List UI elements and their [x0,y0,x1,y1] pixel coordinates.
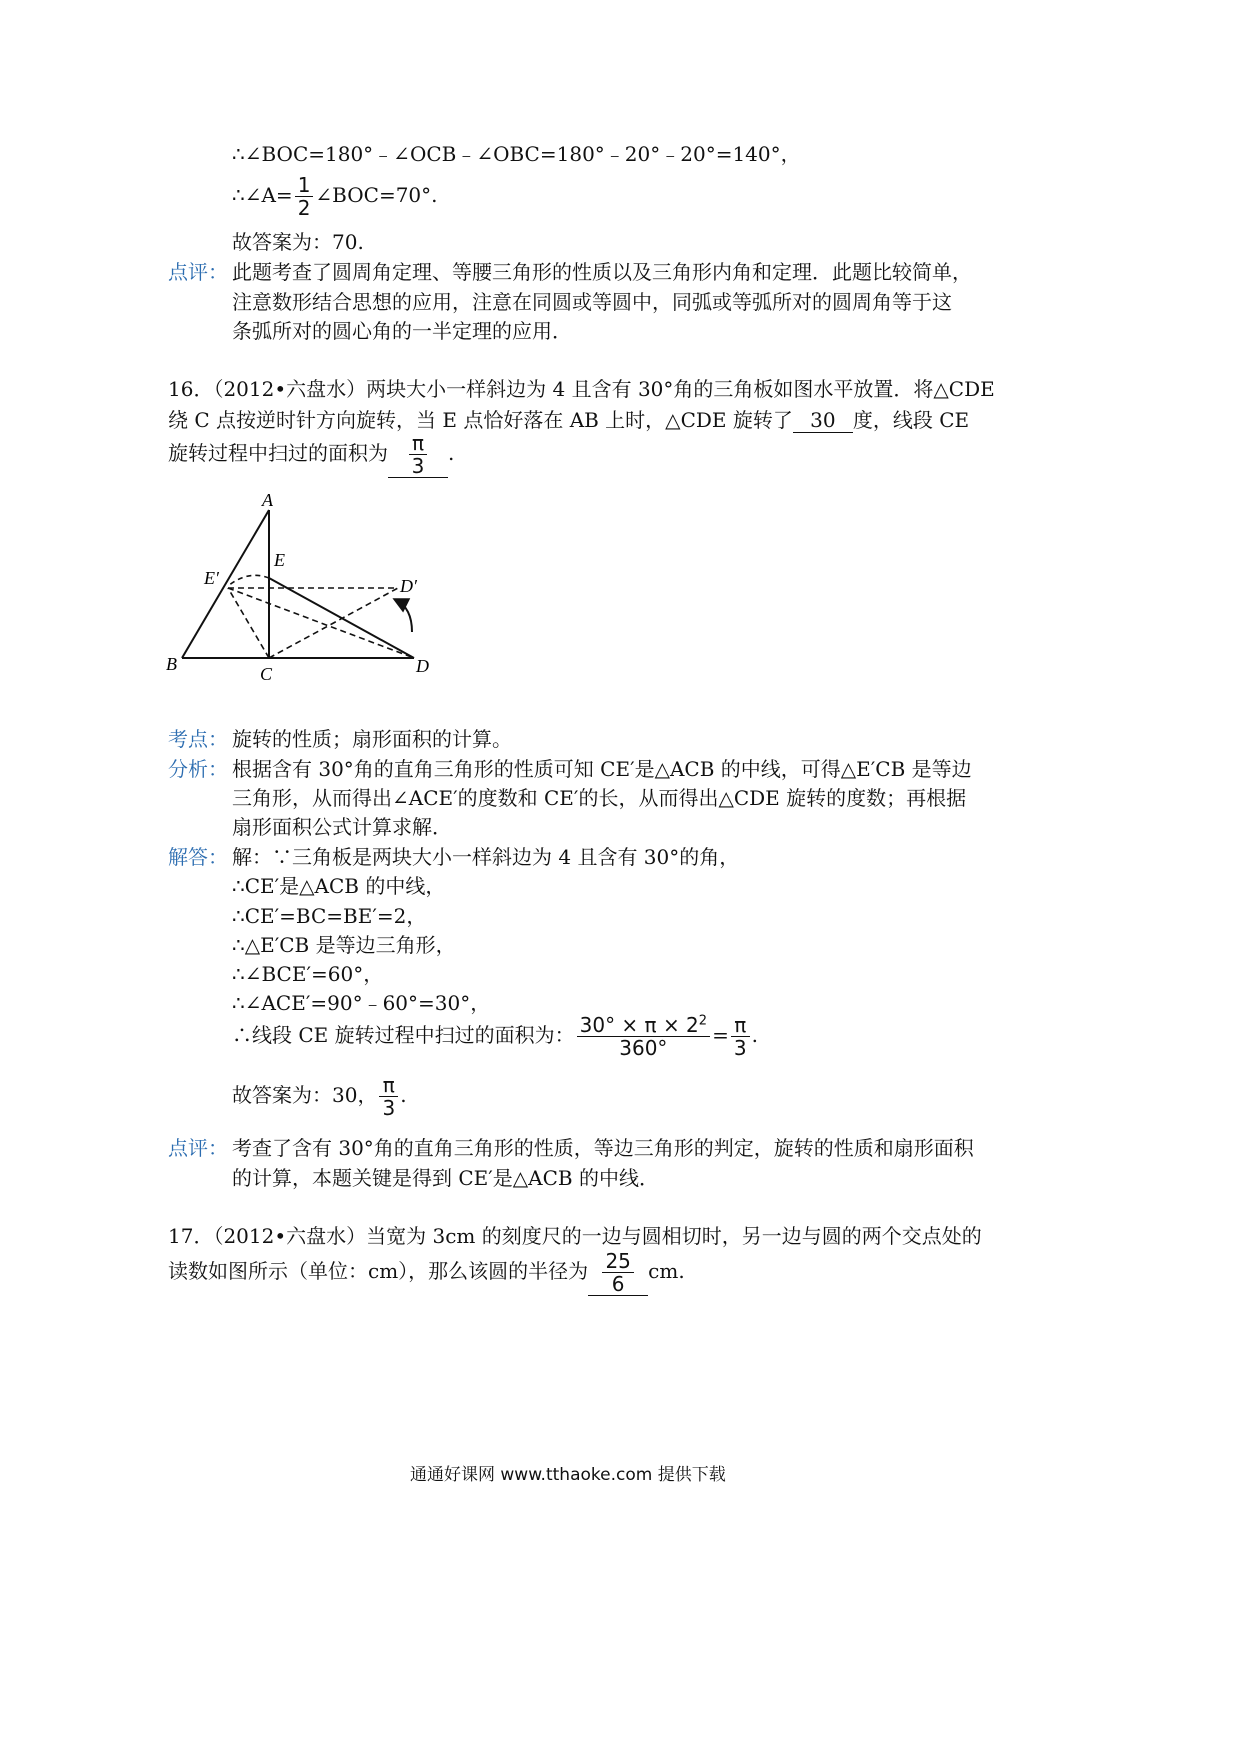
area-numerator-text: 30° × π × 2 [579,1013,699,1037]
fraction-area-formula [577,1014,710,1059]
fraction-one-half [295,174,314,219]
angle-a-suffix: ∠BOC=70°. [315,183,438,207]
label-d: D [416,656,429,676]
q16-kaodian-text: 旋转的性质；扇形面积的计算。 [232,727,512,751]
q16-jieda-line: 解：∵三角板是两块大小一样斜边为 4 且含有 30°的角， [232,845,740,869]
arc-e-to-e1 [228,575,269,586]
q16-jieda-line: ∴∠BCE′=60°， [232,962,384,986]
q16-stem-line: 16．（2012•六盘水）两块大小一样斜边为 4 且含有 30°角的三角板如图水平放置．将△CDE [168,377,995,401]
q16-jieda-line: ∴∠ACE′=90°﹣60°=30°， [232,991,491,1015]
fraction-numerator [577,1014,710,1037]
fraction-numerator: 1 [295,174,314,197]
q16-fenxi-line: 根据含有 30°角的直角三角形的性质可知 CE′是△ACB 的中线，可得△E′CB 是等边 [232,757,972,781]
q16-jieda-line: ∴△E′CB 是等边三角形， [232,933,456,957]
solution-line-angle-boc: ∴∠BOC=180°﹣∠OCB﹣∠OBC=180°﹣20°﹣20°=140°， [232,142,801,166]
q16-comment-line: 的计算，本题关键是得到 CE′是△ACB 的中线． [232,1166,659,1190]
fraction-denominator: 6 [611,1272,625,1296]
fraction-denominator: 3 [382,1096,396,1120]
q16-area-formula [232,1014,758,1059]
area-end: . [751,1023,758,1047]
area-equals: = [712,1023,729,1047]
segment-cd1 [269,588,398,658]
q17-stem-line [168,1250,685,1296]
label-a: A [262,490,273,510]
fraction-numerator: π [379,1074,398,1097]
fraction-denominator: 3 [411,454,425,478]
q16-jieda-line: ∴CE′是△ACB 的中线， [232,874,446,898]
segment-ce1 [228,588,269,658]
area-exponent: 2 [698,1013,708,1029]
label-c: C [260,664,273,684]
fraction-pi-over-3 [409,432,428,477]
label-d-prime: D′ [400,576,417,596]
label-e: E [274,550,285,570]
q16-fenxi-line: 扇形面积公式计算求解． [232,815,452,839]
prev-comment-line: 条弧所对的圆心角的一半定理的应用． [232,319,572,343]
angle-a-prefix: ∴∠A= [232,183,293,207]
q17-answer-blank-radius [588,1250,648,1296]
q16-comment-line: 考查了含有 30°角的直角三角形的性质，等边三角形的判定，旋转的性质和扇形面积 [232,1136,974,1160]
page-footer: 通通好课网 www.tthaoke.com 提供下载 [410,1465,726,1485]
q16-fenxi-label: 分析： [168,757,228,781]
q16-answer [232,1074,407,1119]
q16-stem-line [168,432,454,478]
fraction-numerator: 25 [602,1250,633,1273]
fraction-numerator: π [731,1014,750,1037]
prev-comment-line: 此题考查了圆周角定理、等腰三角形的性质以及三角形内角和定理．此题比较简单， [232,260,972,284]
q16-stem-text: 绕 C 点按逆时针方向旋转，当 E 点恰好落在 AB 上时，△CDE 旋转了 [168,408,793,432]
rotation-figure [160,490,450,690]
q16-stem-text: 度，线段 CE [852,408,970,432]
fraction-pi-over-3 [379,1074,398,1119]
q17-stem-text: 读数如图所示（单位：cm），那么该圆的半径为 [168,1259,589,1283]
rotation-arrow-icon [396,600,412,632]
area-formula-prefix: ∴线段 CE 旋转过程中扫过的面积为： [232,1023,575,1047]
q16-stem-text: 旋转过程中扫过的面积为 [168,441,388,465]
fraction-denominator: 3 [733,1036,747,1060]
label-e-prime: E′ [204,568,219,588]
q17-stem-text: cm. [648,1259,685,1283]
q16-stem-text: . [448,441,455,465]
q16-fenxi-line: 三角形，从而得出∠ACE′的度数和 CE′的长，从而得出△CDE 旋转的度数；再根据 [232,786,967,810]
answer-end: . [400,1083,407,1107]
prev-comment-line: 注意数形结合思想的应用，注意在同圆或等圆中，同弧或等弧所对的圆周角等于这 [232,290,952,314]
fraction-denominator: 2 [297,196,311,220]
label-b: B [166,654,177,674]
segment-e1d [228,588,414,658]
q16-stem-line [168,404,969,433]
q17-stem-line: 17．（2012•六盘水）当宽为 3cm 的刻度尺的一边与圆相切时，另一边与圆的两个交点处的 [168,1224,982,1248]
fraction-numerator: π [409,432,428,455]
q16-answer-blank-angle: 30 [793,408,853,433]
answer-prefix: 故答案为：30， [232,1083,378,1107]
fraction-25-over-6 [602,1250,633,1295]
prev-answer: 故答案为：70. [232,230,364,254]
q16-comment-label: 点评： [168,1136,228,1160]
solution-line-angle-a [232,174,438,219]
q16-answer-blank-area [388,432,448,478]
q16-jieda-line: ∴CE′=BC=BE′=2， [232,904,427,928]
fraction-denominator: 360° [619,1036,668,1060]
q16-jieda-label: 解答： [168,845,228,869]
prev-comment-label: 点评： [168,260,228,284]
q16-kaodian-label: 考点： [168,727,228,751]
fraction-pi-over-3 [731,1014,750,1059]
